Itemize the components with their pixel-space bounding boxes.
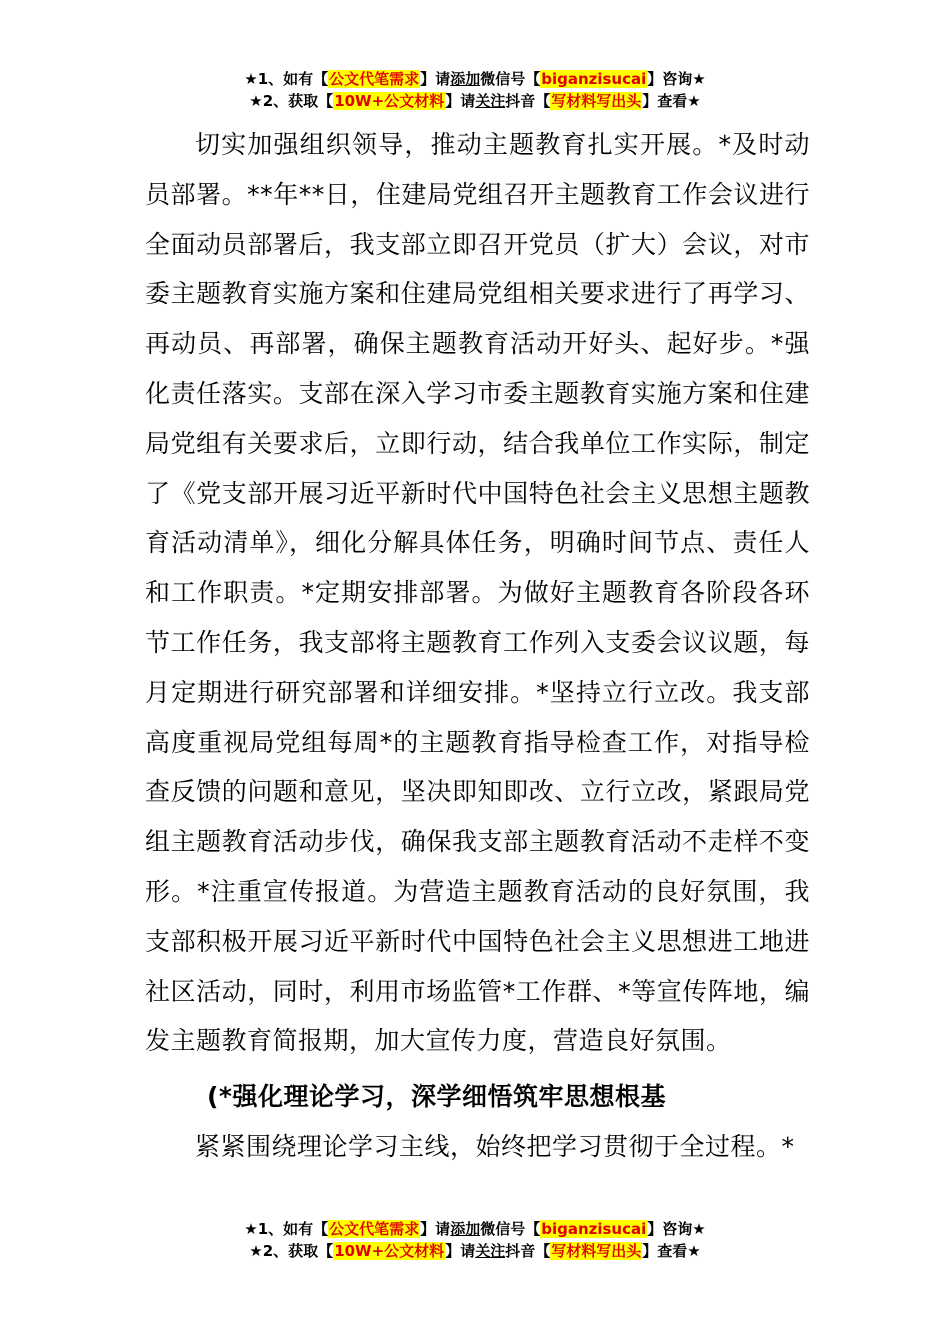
banner-line-2: ★2、获取【10W+公文材料】请关注抖音【写材料写出头】查看★ — [249, 92, 701, 110]
highlight-service: 公文代笔需求 — [329, 70, 420, 88]
section-heading: (*强化理论学习，深学细悟筑牢思想根基 — [207, 1082, 667, 1112]
header-banner — [0, 68, 950, 112]
footer-line-2: ★2、获取【10W+公文材料】请关注抖音【写材料写出头】查看★ — [249, 1242, 701, 1260]
footer-line-1: ★1、如有【公文代笔需求】请添加微信号【biganzisucai】咨询★ — [244, 1220, 706, 1238]
document-body — [145, 120, 810, 1172]
highlight-materials: 10W+公文材料 — [334, 92, 445, 110]
paragraph-1: 切实加强组织领导，推动主题教育扎实开展。*及时动员部署。**年**日，住建局党组召开主题教育工作会议进行全面动员部署后，我支部立即召开党员（扩大）会议，对市委主题教育实施方案和住建局党组相关要求进行了再学习、再动员、再部署，确保主题教育活动开好头、起好步。*强化责任落实。支部在深入学习市委主题教育实施方案和住建局党组有关要求后，立即行动，结合我单位工作实际，制定了《党支部开展习近平新时代中国特色社会主义思想主题教育活动清单》，细化分解具体任务，明确时间节点、责任人和工作职责。*定期安排部署。为做好主题教育各阶段各环节工作任务，我支部将主题教育工作列入支委会议议题，每月定期进行研究部署和详细安排。*坚持立行立改。我支部高度重视局党组每周*的主题教育指导检查工作，对指导检查反馈的问题和意见，坚决即知即改、立行立改，紧跟局党组主题教育活动步伐，确保我支部主题教育活动不走样不变形。*注重宣传报道。为营造主题教育活动的良好氛围，我支部积极开展习近平新时代中国特色社会主义思想进工地进社区活动，同时，利用市场监管*工作群、*等宣传阵地，编发主题教育简报期，加大宣传力度，营造良好氛围。 — [145, 130, 810, 1056]
highlight-wechat-id: biganzisucai — [541, 70, 647, 88]
banner-line-1: ★1、如有【公文代笔需求】请添加微信号【biganzisucai】咨询★ — [244, 70, 706, 88]
highlight-douyin: 写材料写出头 — [551, 92, 642, 110]
paragraph-2: 紧紧围绕理论学习主线，始终把学习贯彻于全过程。* — [195, 1131, 795, 1161]
footer-banner — [0, 1218, 950, 1262]
